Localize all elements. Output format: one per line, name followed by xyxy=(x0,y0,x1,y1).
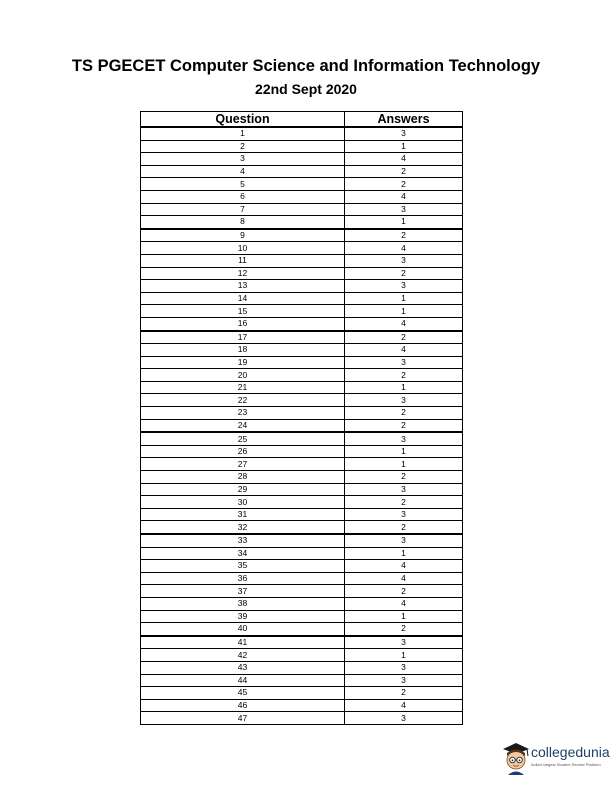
question-cell: 22 xyxy=(141,394,345,407)
answer-cell: 3 xyxy=(345,661,463,674)
table-row xyxy=(141,661,463,674)
question-cell: 18 xyxy=(141,344,345,357)
table-row xyxy=(141,597,463,610)
table-row xyxy=(141,153,463,166)
answer-cell: 2 xyxy=(345,331,463,344)
answer-cell: 4 xyxy=(345,560,463,573)
table-row xyxy=(141,331,463,344)
answer-cell: 4 xyxy=(345,317,463,330)
answer-cell: 3 xyxy=(345,203,463,216)
answer-cell: 1 xyxy=(345,216,463,229)
table-row xyxy=(141,140,463,153)
table-row xyxy=(141,585,463,598)
question-cell: 15 xyxy=(141,305,345,318)
question-cell: 7 xyxy=(141,203,345,216)
answer-cell: 3 xyxy=(345,394,463,407)
table-row xyxy=(141,381,463,394)
answer-cell: 2 xyxy=(345,165,463,178)
table-row xyxy=(141,432,463,445)
answer-cell: 4 xyxy=(345,597,463,610)
answer-cell: 2 xyxy=(345,369,463,382)
answer-cell: 4 xyxy=(345,572,463,585)
column-header-answers: Answers xyxy=(345,112,463,128)
question-cell: 10 xyxy=(141,242,345,255)
question-cell: 11 xyxy=(141,254,345,267)
answer-cell: 3 xyxy=(345,432,463,445)
question-cell: 45 xyxy=(141,687,345,700)
question-cell: 46 xyxy=(141,699,345,712)
answer-cell: 1 xyxy=(345,458,463,471)
question-cell: 30 xyxy=(141,496,345,509)
question-cell: 1 xyxy=(141,127,345,140)
answer-cell: 4 xyxy=(345,699,463,712)
table-row xyxy=(141,534,463,547)
mascot-icon xyxy=(500,740,532,776)
question-cell: 36 xyxy=(141,572,345,585)
answer-key-table xyxy=(140,111,463,725)
answer-cell: 2 xyxy=(345,521,463,534)
question-cell: 44 xyxy=(141,674,345,687)
table-row xyxy=(141,547,463,560)
answer-cell: 1 xyxy=(345,547,463,560)
answer-cell: 3 xyxy=(345,712,463,725)
question-cell: 25 xyxy=(141,432,345,445)
answer-cell: 3 xyxy=(345,280,463,293)
table-row xyxy=(141,190,463,203)
answer-cell: 3 xyxy=(345,254,463,267)
question-cell: 23 xyxy=(141,407,345,420)
answer-cell: 4 xyxy=(345,153,463,166)
answer-cell: 1 xyxy=(345,305,463,318)
table-row xyxy=(141,165,463,178)
answer-cell: 2 xyxy=(345,496,463,509)
answer-cell: 2 xyxy=(345,419,463,432)
question-cell: 4 xyxy=(141,165,345,178)
question-cell: 33 xyxy=(141,534,345,547)
logo-wordmark: collegedunia xyxy=(531,744,610,760)
answer-cell: 3 xyxy=(345,534,463,547)
question-cell: 34 xyxy=(141,547,345,560)
answer-cell: 2 xyxy=(345,267,463,280)
table-row xyxy=(141,229,463,242)
question-cell: 9 xyxy=(141,229,345,242)
page-subtitle: 22nd Sept 2020 xyxy=(255,81,357,97)
table-row xyxy=(141,445,463,458)
question-cell: 17 xyxy=(141,331,345,344)
answer-cell: 3 xyxy=(345,127,463,140)
question-cell: 43 xyxy=(141,661,345,674)
question-cell: 37 xyxy=(141,585,345,598)
table-row xyxy=(141,394,463,407)
question-cell: 6 xyxy=(141,190,345,203)
question-cell: 14 xyxy=(141,292,345,305)
answer-cell: 4 xyxy=(345,344,463,357)
table-row xyxy=(141,254,463,267)
table-row xyxy=(141,471,463,484)
question-cell: 41 xyxy=(141,636,345,649)
table-row xyxy=(141,458,463,471)
answer-cell: 2 xyxy=(345,585,463,598)
table-row xyxy=(141,521,463,534)
collegedunia-logo xyxy=(500,740,610,780)
question-cell: 12 xyxy=(141,267,345,280)
table-row xyxy=(141,508,463,521)
table-row xyxy=(141,242,463,255)
question-cell: 3 xyxy=(141,153,345,166)
table-row xyxy=(141,610,463,623)
question-cell: 38 xyxy=(141,597,345,610)
answer-cell: 2 xyxy=(345,623,463,636)
answer-cell: 3 xyxy=(345,636,463,649)
table-row xyxy=(141,572,463,585)
question-cell: 35 xyxy=(141,560,345,573)
answer-cell: 1 xyxy=(345,649,463,662)
table-row xyxy=(141,699,463,712)
question-cell: 27 xyxy=(141,458,345,471)
question-cell: 28 xyxy=(141,471,345,484)
answer-cell: 2 xyxy=(345,471,463,484)
answer-cell: 3 xyxy=(345,674,463,687)
question-cell: 26 xyxy=(141,445,345,458)
table-row xyxy=(141,267,463,280)
table-row xyxy=(141,687,463,700)
question-cell: 19 xyxy=(141,356,345,369)
logo-tagline: India's largest Student Review Platform xyxy=(531,762,601,767)
answer-cell: 2 xyxy=(345,178,463,191)
question-cell: 42 xyxy=(141,649,345,662)
answer-cell: 3 xyxy=(345,483,463,496)
answer-cell: 3 xyxy=(345,508,463,521)
table-row xyxy=(141,369,463,382)
table-row xyxy=(141,674,463,687)
table-row xyxy=(141,127,463,140)
answer-cell: 1 xyxy=(345,140,463,153)
answer-cell: 3 xyxy=(345,356,463,369)
table-row xyxy=(141,203,463,216)
question-cell: 8 xyxy=(141,216,345,229)
answer-cell: 2 xyxy=(345,229,463,242)
answer-cell: 4 xyxy=(345,242,463,255)
table-row xyxy=(141,623,463,636)
question-cell: 21 xyxy=(141,381,345,394)
answer-cell: 4 xyxy=(345,190,463,203)
question-cell: 31 xyxy=(141,508,345,521)
table-header-row xyxy=(141,112,463,128)
answer-cell: 1 xyxy=(345,381,463,394)
table-row xyxy=(141,407,463,420)
answer-cell: 1 xyxy=(345,445,463,458)
table-row xyxy=(141,356,463,369)
table-row xyxy=(141,712,463,725)
page-title: TS PGECET Computer Science and Information Technology xyxy=(71,57,541,75)
answer-cell: 1 xyxy=(345,610,463,623)
question-cell: 2 xyxy=(141,140,345,153)
answer-cell: 2 xyxy=(345,407,463,420)
answer-cell: 2 xyxy=(345,687,463,700)
question-cell: 13 xyxy=(141,280,345,293)
question-cell: 39 xyxy=(141,610,345,623)
table-row xyxy=(141,496,463,509)
table-row xyxy=(141,649,463,662)
table-row xyxy=(141,419,463,432)
table-row xyxy=(141,483,463,496)
question-cell: 16 xyxy=(141,317,345,330)
table-row xyxy=(141,636,463,649)
answer-cell: 1 xyxy=(345,292,463,305)
question-cell: 40 xyxy=(141,623,345,636)
table-row xyxy=(141,216,463,229)
question-cell: 29 xyxy=(141,483,345,496)
table-row xyxy=(141,292,463,305)
table-row xyxy=(141,317,463,330)
table-row xyxy=(141,305,463,318)
table-row xyxy=(141,344,463,357)
table-body xyxy=(141,127,463,724)
table-row xyxy=(141,280,463,293)
column-header-question: Question xyxy=(141,112,345,128)
question-cell: 20 xyxy=(141,369,345,382)
question-cell: 47 xyxy=(141,712,345,725)
question-cell: 5 xyxy=(141,178,345,191)
table-row xyxy=(141,178,463,191)
table-row xyxy=(141,560,463,573)
question-cell: 24 xyxy=(141,419,345,432)
question-cell: 32 xyxy=(141,521,345,534)
